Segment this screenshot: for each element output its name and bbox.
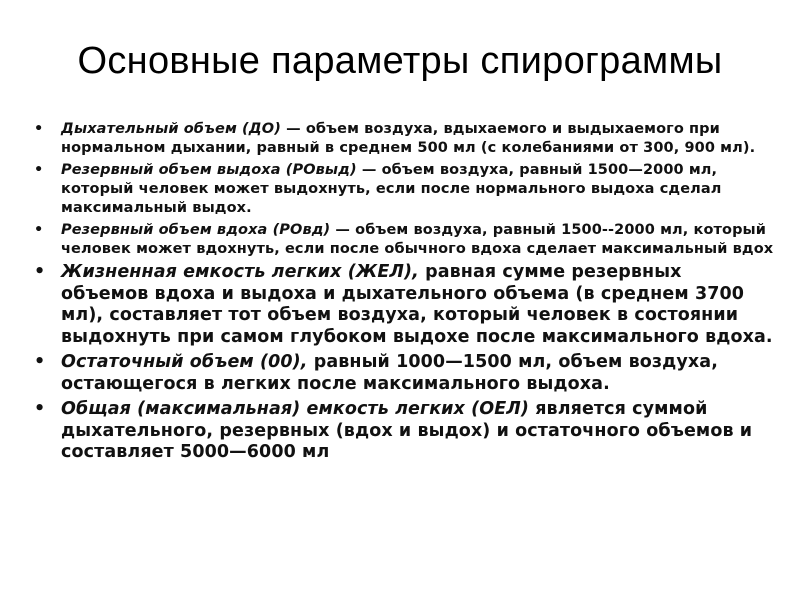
term-label: Дыхательный объем (ДО) <box>61 121 281 137</box>
bullet-item-residual-volume <box>34 352 774 395</box>
term-description: — объем воздуха, равный 1500--2000 мл, который человек может вдохнуть, если после обычного вдоха сделает максимальный вдох <box>61 222 774 257</box>
bullet-dot-icon: • <box>34 121 44 137</box>
bullet-list <box>34 120 774 468</box>
bullet-dot-icon: • <box>34 352 46 372</box>
bullet-dot-icon: • <box>34 222 44 238</box>
term-label: Общая (максимальная) емкость легких (ОЕЛ) <box>61 399 529 419</box>
bullet-item-tidal-volume <box>34 120 774 158</box>
bullet-dot-icon: • <box>34 399 46 419</box>
bullet-item-vital-capacity <box>34 262 774 348</box>
slide-title: Основные параметры спирограммы <box>77 40 723 82</box>
term-label: Резервный объем вдоха (РОвд) <box>61 222 331 238</box>
term-label: Резервный объем выдоха (РОвыд) <box>61 162 357 178</box>
term-description: — объем воздуха, вдыхаемого и выдыхаемого при нормальном дыхании, равный в среднем 500 мл (с колебаниями от 300, 900 мл). <box>61 121 756 156</box>
bullet-item-total-capacity <box>34 399 774 464</box>
term-label: Остаточный объем (00), <box>61 352 308 372</box>
term-description: равный 1000—1500 мл, объем воздуха, остающегося в легких после максимального выдоха. <box>61 352 718 394</box>
term-label: Жизненная емкость легких (ЖЕЛ), <box>61 262 419 282</box>
bullet-dot-icon: • <box>34 262 46 282</box>
term-description: является суммой дыхательного, резервных (вдох и выдох) и остаточного объемов и составляет 5000—6000 мл <box>61 399 753 462</box>
bullet-dot-icon: • <box>34 162 44 178</box>
bullet-item-expiratory-reserve <box>34 161 774 218</box>
term-description: — объем воздуха, равный 1500—2000 мл, который человек может выдохнуть, если после нормального выдоха сделал максимальный выдох. <box>61 162 722 216</box>
term-description: равная сумме резервных объемов вдоха и выдоха и дыхательного объема (в среднем 3700 мл), составляет тот объем воздуха, который человек в состоянии выдохнуть при самом глубоком выдохе после максимального вдоха. <box>61 262 773 347</box>
bullet-item-inspiratory-reserve <box>34 221 774 259</box>
